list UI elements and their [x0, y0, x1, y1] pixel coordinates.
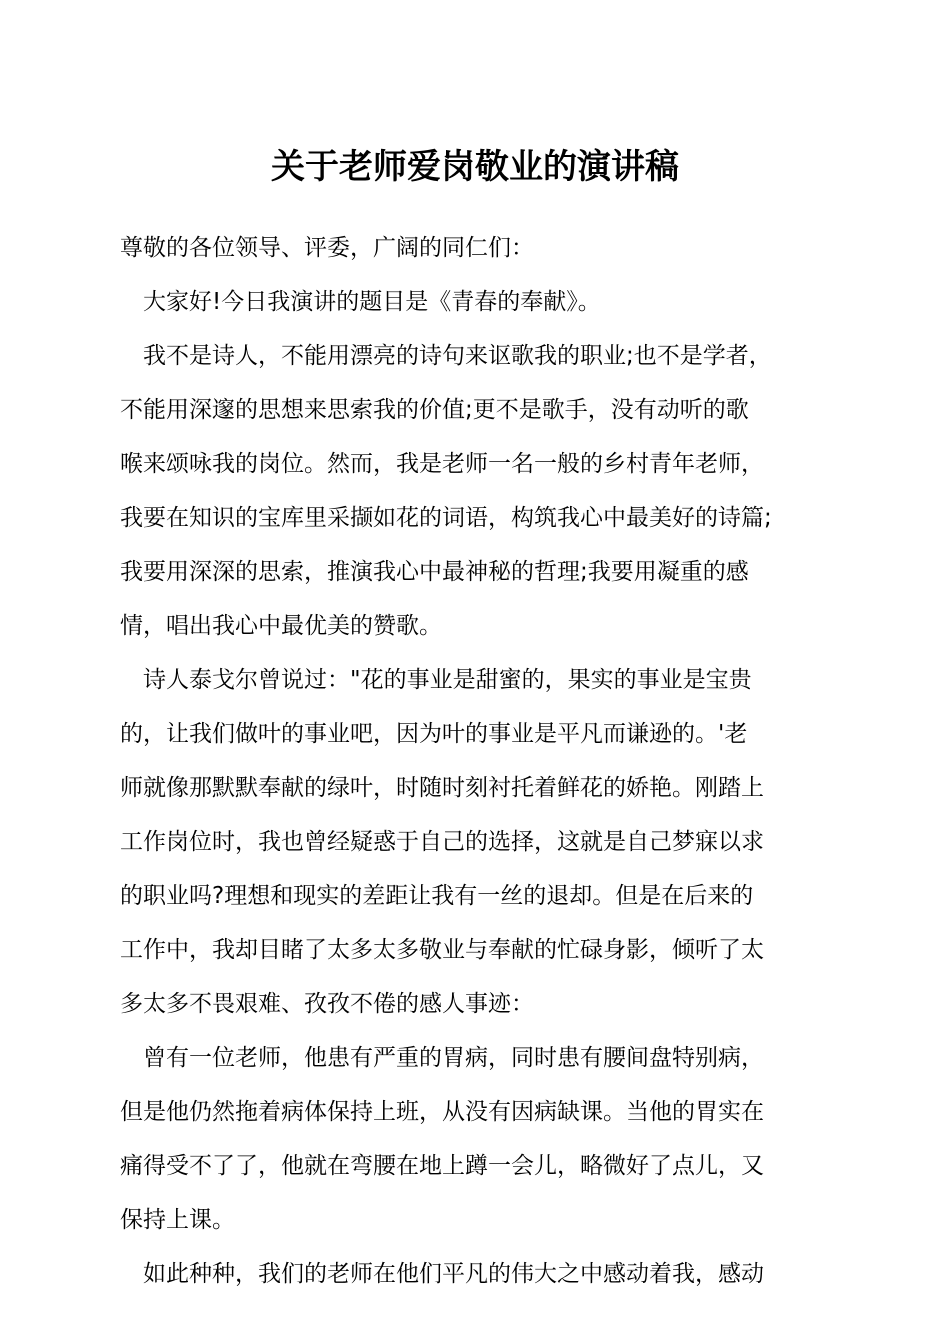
text-line: 诗人泰戈尔曾说过："花的事业是甜蜜的，果实的事业是宝贵: [120, 667, 752, 693]
document-body: [120, 221, 835, 1301]
text-line: 尊敬的各位领导、评委，广阔的同仁们：: [120, 235, 534, 261]
text-line: 但是他仍然拖着病体保持上班，从没有因病缺课。当他的胃实在: [120, 1099, 764, 1125]
text-line: 工作中，我却目睹了太多太多敬业与奉献的忙碌身影，倾听了太: [120, 937, 764, 963]
text-line: 工作岗位时，我也曾经疑惑于自己的选择，这就是自己梦寐以求: [120, 829, 764, 855]
text-line: 如此种种，我们的老师在他们平凡的伟大之中感动着我，感动: [120, 1261, 764, 1287]
text-line: 喉来颂咏我的岗位。然而，我是老师一名一般的乡村青年老师，: [120, 451, 764, 477]
page-title: 关于老师爱岗敬业的演讲稿: [271, 147, 679, 187]
text-line: 情，唱出我心中最优美的赞歌。: [120, 613, 442, 639]
text-line: 痛得受不了了，他就在弯腰在地上蹲一会儿，略微好了点儿，又: [120, 1153, 764, 1179]
text-line: 师就像那默默奉献的绿叶，时随时刻衬托着鲜花的娇艳。刚踏上: [120, 775, 764, 801]
text-line: 保持上课。: [120, 1207, 235, 1233]
text-line: 多太多不畏艰难、孜孜不倦的感人事迹：: [120, 991, 534, 1017]
text-line: 的，让我们做叶的事业吧，因为叶的事业是平凡而谦逊的。'老: [120, 721, 748, 747]
text-line: 我要用深深的思索，推演我心中最神秘的哲理;我要用凝重的感: [120, 559, 749, 585]
text-line: 我要在知识的宝库里采撷如花的词语，构筑我心中最美好的诗篇;: [120, 505, 772, 531]
text-line: 曾有一位老师，他患有严重的胃病，同时患有腰间盘特别病，: [120, 1045, 764, 1071]
text-line: 我不是诗人，不能用漂亮的诗句来讴歌我的职业;也不是学者，: [120, 343, 772, 369]
text-line: 大家好!今日我演讲的题目是《青春的奉献》。: [120, 289, 601, 315]
text-line: 不能用深邃的思想来思索我的价值;更不是歌手，没有动听的歌: [120, 397, 749, 423]
text-line: 的职业吗?理想和现实的差距让我有一丝的退却。但是在后来的: [120, 883, 754, 909]
